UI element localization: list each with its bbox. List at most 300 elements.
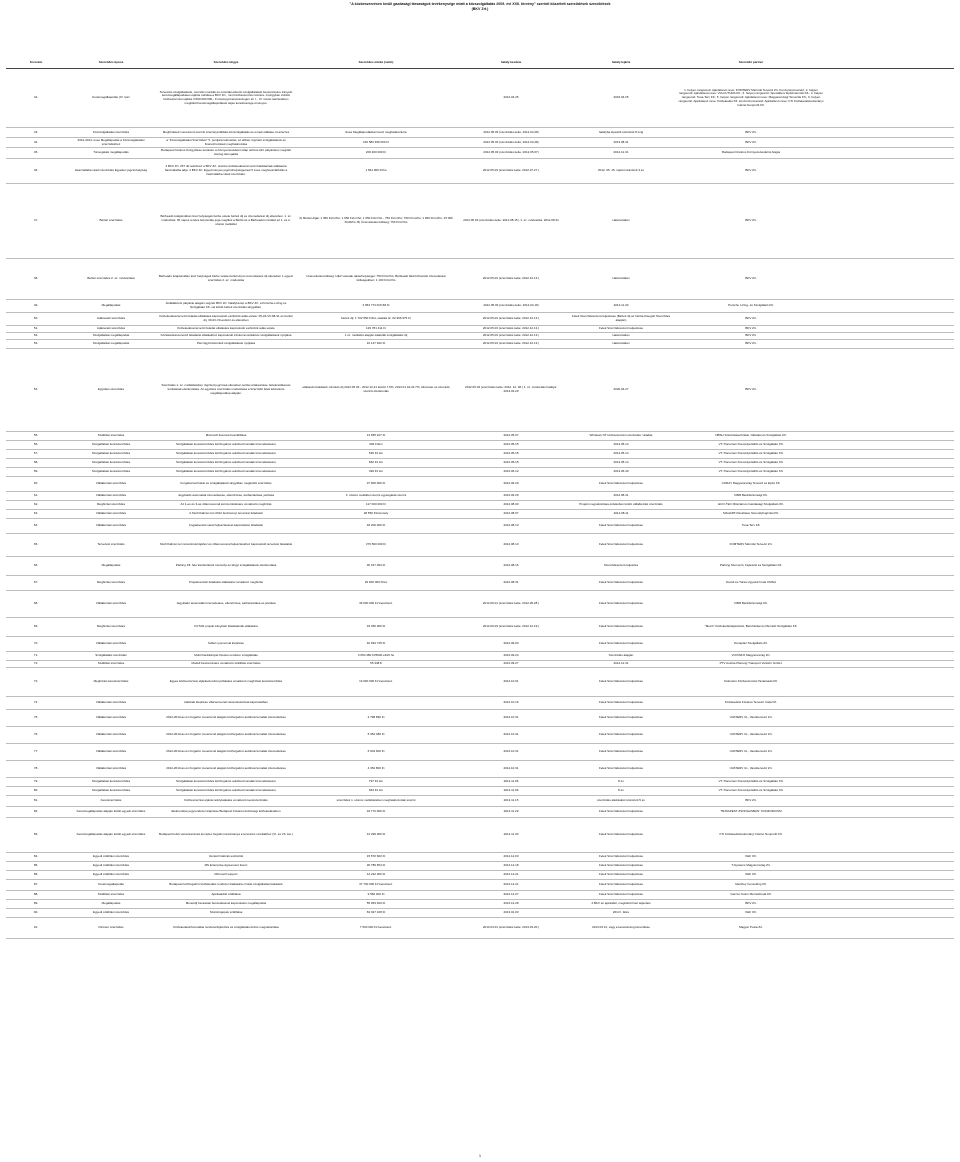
row-number: 68. <box>33 602 39 606</box>
row-start: 2012.08.13 <box>503 524 519 528</box>
row-end: Felek Szerződésszerű teljesítése <box>598 602 644 606</box>
table-row <box>6 744 954 761</box>
table-row <box>6 148 954 159</box>
row-value: 3. számú melléklet szerint egységárak szerint <box>345 494 407 498</box>
row-value: 5 354 480 Ft <box>367 733 385 737</box>
row-partner: BKV Zrt. <box>745 902 757 906</box>
row-type: Vállalkozási szerződés <box>95 494 127 498</box>
row-start: 2012.08.16 <box>503 564 519 568</box>
table-row <box>6 441 954 450</box>
row-end: Felek Szerződésszerű teljesítése <box>598 893 644 897</box>
row-value: 55 448 € <box>370 662 382 666</box>
col-type: Szerződés típusa <box>98 61 124 65</box>
row-value: 117 000 000 Ft <box>366 503 386 507</box>
row-type: Egyedi szállítási szerződés <box>92 911 130 915</box>
row-start: 2012.09.24 <box>503 654 519 658</box>
row-number: 74. <box>33 701 39 705</box>
row-end: 2014.05.14 <box>613 452 629 456</box>
row-number: 69. <box>33 625 39 629</box>
row-partner: KEF Kft. <box>745 873 757 877</box>
row-value: bérleti díj: 1 702 550 Ft/hó; eladási ár: 62 996 975 Ft <box>341 317 411 321</box>
row-subject: 2012-2013-as évi forgalmi menetrend alapján közforgalmú autóbuszvonalak üzemeltetése <box>166 733 286 737</box>
row-number: 57. <box>33 452 39 456</box>
row-start: 2012.10.31 <box>503 750 519 754</box>
row-start: 2012.05.03 (szerződés kelte: 2012. 12. 28.) 1. sz. módosítás hatálya: 2013.03.29 <box>465 386 557 393</box>
row-value: 7 500 000 Ft/ keretössz. <box>359 926 393 930</box>
table-row <box>6 727 954 744</box>
row-type: Szállítási szerződés <box>97 662 125 666</box>
row-subject: Hálózati kiépítése villamosvonal rekonstrukcióval kapcsolatban <box>184 701 268 705</box>
row-start: 2012.05.15 <box>503 452 519 456</box>
row-type: Megbízási szerződés <box>96 503 126 507</box>
row-subject: Forgalomtechnikai és szolgáltatások tárgyában megkötött szerződés <box>180 482 272 486</box>
table-header <box>6 58 954 69</box>
row-partner: BKV Zrt. <box>745 799 757 803</box>
table-row <box>6 349 954 432</box>
row-value: A) Bérleti díjak: 1 050 Ft/m²/hó; 1 650 Ft/m²/hó; 1 050 Ft/m²/hó - 750 Ft/m²/hó; 750 Ft/m²/hó; 1 650 Ft/m²/hó; 15 000 Ft/db/hó; B) Üzemeltetési költség; 750 Ft/m²/hó <box>299 217 453 224</box>
row-partner: Budapest Főváros Környezetvédelmi Alapja <box>721 151 781 155</box>
row-type: Vállalkozási szerződés <box>95 482 127 486</box>
row-end: szerződés aláírásától számított 5 év <box>597 799 645 803</box>
row-start: 2012.04.25 <box>503 96 519 100</box>
row-type: Vállalkozási szerződés <box>95 602 127 606</box>
row-subject: Parking Kft. felé kiszámlázott személyi és tárgyi szolgáltatások elszámolása <box>175 564 277 568</box>
row-type: Megállapodás <box>101 564 121 568</box>
row-type: Megállapodás <box>101 902 121 906</box>
row-number: 46. <box>33 169 39 173</box>
row-type: Keretmegállapodás (IV. rész <box>92 96 130 100</box>
row-partner: BKV Zrt. <box>745 327 757 331</box>
row-end: Felek Szerződésszerű teljesítése <box>598 642 644 646</box>
row-partner: BKV Zrt. <box>745 140 757 144</box>
row-end: 2012.12.31 <box>613 151 629 155</box>
table-row <box>6 818 954 853</box>
table-row <box>6 576 954 591</box>
row-type: Szolgáltatási szerződés <box>95 654 127 658</box>
row-partner: UVATERV Út-, Vasúttervező Zrt. <box>729 767 773 771</box>
row-number: 82. <box>33 810 39 814</box>
row-start: 2012.10.16 <box>503 701 519 705</box>
row-subject: Egyes közbeszerzési eljárások lebonyolítására vonatkozó megbízási keretszerződés <box>169 680 283 684</box>
row-value: ellátandó feladatok: kiinduló díj 2012.05.03 - 2012.12.31 között 7.5%; 2013.01.01-től 7%; kilométer és üzemidő szerinti elszámolás <box>302 386 450 393</box>
row-start: 2012.05.03 (szerződés kelte: 2012.04.28) <box>483 130 539 134</box>
row-partner: MAHART-PassNave Személyhajózási Kft. <box>723 512 779 516</box>
row-number: 91. <box>33 926 39 930</box>
row-value: 15 570 600 Ft <box>366 855 386 859</box>
row-type: Megbízási keretszerződés <box>93 680 129 684</box>
table-row <box>6 697 954 710</box>
row-type: Partneri szerződés <box>98 926 124 930</box>
row-start: 2012.05.03 (szerződés kelte: 2012.04.28) <box>483 140 539 144</box>
row-end: Felek Szerződésszerű teljesítése <box>598 716 644 720</box>
row-number: 79. <box>33 780 39 784</box>
row-end: 2012.12.31 <box>613 662 629 666</box>
row-subject: Közbeszerzési eljárás lefolytatására vonatkozó keretszerződés <box>184 799 268 803</box>
row-number: 62. <box>33 503 39 507</box>
row-type: Együttes szerződés <box>97 388 125 392</box>
table-row <box>6 557 954 576</box>
row-number: 55. <box>33 434 39 438</box>
row-end: 2013.06.30 <box>613 470 629 474</box>
row-end: Határozatlan <box>612 342 630 346</box>
row-subject: FUTÁR projekt irányítási feladatainak ellátására <box>194 625 258 629</box>
table-row <box>6 871 954 880</box>
row-subject: Számítógépek szállítása <box>209 911 243 915</box>
row-type: Szolgáltatási megállapodás <box>92 334 130 338</box>
row-start: 2012.11.06 <box>503 789 519 793</box>
row-value: 1 564 000 Ft/hó <box>365 169 387 173</box>
table-row <box>6 900 954 909</box>
row-value: 13 655 227 Ft <box>366 434 386 438</box>
row-partner: "BUDAPEST ZSONGÁSBAN" KONZORCIUM <box>720 810 782 814</box>
row-start: 2012.05.03 (szerződés kelte: 2012.12.13.) <box>482 334 540 338</box>
table-row <box>6 69 954 128</box>
row-number: 64. <box>33 524 39 528</box>
row-start: 2012.11.29 <box>503 810 519 814</box>
row-number: 76. <box>33 733 39 737</box>
row-number: 80. <box>33 789 39 793</box>
row-type: Vállalkozási szerződés <box>95 512 127 516</box>
row-partner: BKV Zrt. <box>745 342 757 346</box>
row-start: 2012.12.18 <box>503 864 519 868</box>
table-row <box>6 459 954 468</box>
row-value: szerződés 1. számú mellékletében meghatározottak szerint <box>336 799 416 803</box>
table-row <box>6 138 954 148</box>
col-end: hatály lejárta <box>611 61 631 65</box>
row-number: 75. <box>33 716 39 720</box>
table-row <box>6 891 954 900</box>
row-end: Felek Szerződésszerű teljesítése (Bérleti díj az Iránita Kisegítő Szerződés alapján) <box>571 315 671 322</box>
row-number: 66. <box>33 564 39 568</box>
row-start: 2013.01.03 <box>503 911 519 915</box>
row-end: Felek Szerződésszerű teljesítése <box>598 810 644 814</box>
row-start: 2012.05.03 (szerződés kelte: 2012.12.13.) <box>482 342 540 346</box>
row-partner: PTV Austria Planung Transport Verkehr GmbH. <box>719 662 783 666</box>
row-value: 63 927 108 Ft <box>366 911 386 915</box>
table-row <box>6 326 954 333</box>
row-value: 9 560 000 Ft <box>367 893 385 897</box>
row-value: 37 700 000 Ft/ keretössz. <box>359 883 393 887</box>
row-partner: BKV Zrt. <box>745 334 757 338</box>
row-subject: Mobil bankkártyás fizetési rendszer szolgáltatás <box>194 654 258 658</box>
row-value: 30 017 094 Ft <box>366 564 386 568</box>
row-partner: 1. helyen rangsorolt: Ajánlattevő neve: FŐMTERV Mérnöki Tervező Zrt. Konzorciumvezető; 2. helyen rangsorolt: Ajánlattevő neve: VIA-FUTURA Kft.; 3. helyen rangsorolt: Speciálterv Építőmérnöki Kft.; 4. helyen rangsorolt: Tusa-Terv Kft.; 5. helyen rangsorolt: Ajánlattevő neve: Magyarországi Tervezők Kft.; 6. helyen rangsorolt: Ajánlattevő neve: Közlekedés Kft. konzorciumvezető; Ajánlattevő neve: KTI Közlekedéstudományi Intézet Nonprofit Kft. <box>678 88 824 107</box>
row-start: 2012.05.03 (szerződés kelte: 2012.12.13.) <box>482 277 540 281</box>
table-row <box>6 510 954 519</box>
row-subject: Bérbeadó tulajdonában lévő helyiségek bérbe vétele bérleti díj és üzemeltetési díj ellenében 1 egyezi szerződés 2. sz. módosítás <box>158 275 294 282</box>
row-start: 2012.10.31 <box>503 767 519 771</box>
row-number: 59. <box>33 470 39 474</box>
row-end: 2012.08.31 <box>613 494 629 498</box>
row-partner: Dexsil és Társa Ügyvédi Iroda CMSH <box>726 581 776 585</box>
row-subject: Elektronikus jegyrendszer kiépítése Budapest Főváros közösségi közlekedésében <box>171 810 281 814</box>
row-value: 2 798 890 Ft <box>367 716 385 720</box>
row-subject: Modell beszerzésére vonatkozó szállítási szerződés <box>191 662 261 666</box>
row-start: 2012.09.27 <box>503 662 519 666</box>
row-start: 2012.05.15 <box>503 443 519 447</box>
row-type: Egyedi szállítási szerződés <box>92 864 130 868</box>
row-type: Közszolgáltatási szerződés <box>92 130 130 134</box>
row-value: 206 400 000 Ft <box>365 151 387 155</box>
row-type: Egyedi szállítási szerződés <box>92 855 130 859</box>
row-subject: 2012-2013-as évi forgalmi menetrend alapján közforgalmú autóbuszvonalak üzemeltetése <box>166 750 286 754</box>
row-end: Felek Szerződésszerű teljesítése <box>598 873 644 877</box>
row-number: 47. <box>33 219 39 223</box>
row-start: 2012.05.03 (szerződés kelte: 2012.04.19) <box>483 304 539 308</box>
row-partner: Parking Szervező, Fejlesztő és Szolgáltató Kft. <box>719 564 783 568</box>
row-type: Szolgáltatási keretszerződés <box>91 452 131 456</box>
row-value: 3 953 773 Ft/6,58 Ft <box>362 304 390 308</box>
row-start: 2012.05.03 (szerződés kelte: 2012.05.07) <box>483 151 539 155</box>
row-subject: Tervezési szolgáltatások, mérnöki munkák és műszaki-ellenőri szolgáltatások beszerzésére irányuló keretmegállapodásos eljárás indítása a BKV Zrt., mint közbeszerzési részére. A tárgyban indított közbeszerzési eljárás 3.500.000.000,- Ft összegű keretösszegen az I. - IV. részei tekintetében megkötött keretmegállapodások teljes keretösszege érvényes. <box>159 90 293 105</box>
row-type: Vállalkozási szerződés <box>95 642 127 646</box>
row-start: 2012.10.31 <box>503 733 519 737</box>
row-start: 2012.12.21 <box>503 873 519 877</box>
row-end: Határozatlan <box>612 334 630 338</box>
col-value: Szerződés értéke (nettó) <box>358 61 394 65</box>
row-end: 2012. 05. 15. naptól számított 3 év <box>597 169 645 173</box>
row-type: Keretmegállapodás <box>98 883 124 887</box>
contracts-table <box>6 58 954 939</box>
row-end: Szerződésszerű teljesítés <box>603 564 639 568</box>
row-number: 51. <box>33 327 39 331</box>
row-end: 2012.11.30 <box>613 304 629 308</box>
row-value: 663 Ft/ km <box>368 789 384 793</box>
row-subject: Pénzügyi/számviteli szolgáltatások nyújtása <box>196 342 256 346</box>
row-start: 2012.09.01 (szerződés kelte: 2012.09.28.) <box>482 602 540 606</box>
row-type: Megbízási szerződés <box>96 625 126 629</box>
row-value: 4 354 800 Ft <box>367 767 385 771</box>
row-start: 2012.11.06 <box>503 780 519 784</box>
row-end: Felek Szerződésszerű teljesítése <box>598 883 644 887</box>
row-value: 797 Ft/ km <box>368 780 384 784</box>
table-row <box>6 880 954 891</box>
row-subject: Bérbeadó tulajdonában lévő helyiségek bérbe vétele bérleti díj és üzemeltetési díj ellenében. 1. sz. módosítás: 30 napos rendes felmondás joga megilleti a Bérlőt és a Bérbeadót mindkét az 1. és 2. számú melléklet <box>160 215 292 226</box>
page-number: 1 <box>478 1153 482 1158</box>
table-row <box>6 862 954 871</box>
col-subject: Szerződés tárgya <box>213 61 239 65</box>
row-number: 73. <box>33 680 39 684</box>
row-partner: MenDoy Consulting Kft. <box>735 883 767 887</box>
table-row <box>6 534 954 557</box>
row-partner: DBM Bankbiztonsági Kft. <box>734 494 768 498</box>
table-row <box>6 492 954 501</box>
row-subject: Projektvezetői feladatok ellátására vonatkozó megbízás <box>188 581 264 585</box>
row-start: 2012.12.03 <box>503 855 519 859</box>
row-value: 539 Ft/ km <box>368 452 384 456</box>
row-type: Szolgáltatási keretszerződés <box>91 789 131 793</box>
row-end: Határozatlan <box>612 219 630 223</box>
row-value: 36 000 000 Ft/ keretössz. <box>359 602 393 606</box>
row-partner: Magyar Posta Zrt. <box>739 926 763 930</box>
row-end: Felek Szerződésszerű teljesítése <box>598 625 644 629</box>
row-type: Szolgáltatási keretszerződés <box>91 461 131 465</box>
row-end: Projekt megvalósítása érdekében kötött vállalkozási szerződés <box>579 503 663 507</box>
row-start: 2013.03.01 (szerződés kelte: 2013.03.20.) <box>482 926 540 930</box>
row-value: 6 604 600 Ft <box>367 750 385 754</box>
row-end: Felek Szerződésszerű teljesítése <box>598 767 644 771</box>
row-end: Szerződés alapján <box>608 654 634 658</box>
row-subject: Közlekedésinformatikai rendszerfejlesztés és szolgáltatás közös megvalósítása <box>173 926 279 930</box>
row-partner: VT-Transman Személyszállító és Szolgáltató Kft. <box>718 780 784 784</box>
row-end: Felek Szerződésszerű teljesítése <box>598 543 644 547</box>
row-subject: a "Közszolgáltatási Szerződés" 5. pontjára tekintettel, az abban rögzített szolgáltatások és finanszírozásuk meghatározása <box>166 138 286 146</box>
table-row <box>6 807 954 818</box>
table-row <box>6 796 954 807</box>
row-partner: KEF Kft. <box>745 911 757 915</box>
table-row <box>6 652 954 661</box>
row-partner: VT-Transman Személyszállító és Szolgáltató Kft. <box>718 470 784 474</box>
row-start: 2012.08.07 <box>503 512 519 516</box>
row-partner: Tusa-Terv Kft. <box>741 524 761 528</box>
row-type: Használatba vételi szerződés Egyetlen jogcímhelyiség <box>74 169 148 173</box>
row-start: 2012.08.31 <box>503 581 519 585</box>
row-subject: Vezetői hálózati eszközök <box>208 855 244 859</box>
row-type: Keretmegállapodás alapján kötött egyedi szerződés <box>76 833 146 837</box>
row-end: 2013.03.31, vagy a keretösszeg kimerülése <box>592 926 650 930</box>
col-partner: Szerződő partner <box>738 61 764 65</box>
row-value: 28 550 Ft/személy <box>363 512 389 516</box>
row-end: 4 BKV az ajánlattól, megkötött havi teljesítés <box>591 902 651 906</box>
row-number: 70. <box>33 642 39 646</box>
row-subject: Szolgáltatási keretszerződés közforgalmú autóbuszvonalak üzemeltetésére <box>175 780 277 784</box>
row-end: Windows NT közbeszerzési szerződés / átadás <box>589 434 653 438</box>
row-value: 18 200 000 Ft <box>366 524 386 528</box>
row-number: 87. <box>33 883 39 887</box>
row-start: 2012.08.13 <box>503 543 519 547</box>
row-end: Felek Szerződésszerű teljesítése <box>598 833 644 837</box>
table-row <box>6 450 954 459</box>
row-value: 14 399 000 Ft <box>366 833 386 837</box>
row-number: 44. <box>33 140 39 144</box>
row-subject: 4 BKV Zrt. 257 db autóbusz a BKV Zrt. részére közlekedésszervező feladatainak ellátására használatba adja. 4 BKV Zrt. Egyezményes jogcímhelyiségeinek 5 éves meghosszabbítás a használatba vételi szerződés. <box>164 165 288 176</box>
row-number: 67. <box>33 581 39 585</box>
table-row <box>6 259 954 300</box>
row-partner: UVATERV Út-, Vasúttervező Zrt. <box>729 716 773 720</box>
row-subject: Az 1-es és 3-as villamosvonal korszerűsítésére vonatkozó megbízás <box>180 503 272 507</box>
row-subject: Kábel nyomvonal kiépítése <box>208 642 244 646</box>
row-subject: Közlekedésszervező feladatok ellátásához kapcsolódó infokommunikációs szolgáltatások nyújtása <box>160 334 292 338</box>
row-number: 53. <box>33 342 39 346</box>
row-end: Felek Szerződésszerű teljesítése <box>598 581 644 585</box>
row-number: 88. <box>33 893 39 897</box>
row-subject: Microsoft licencek beszállítása <box>205 434 247 438</box>
row-value: 34 772 000 Ft <box>366 810 386 814</box>
row-value: 12 222 000 Ft <box>366 873 386 877</box>
row-partner: BKV Zrt. <box>745 388 757 392</box>
row-number: 65. <box>33 543 39 547</box>
row-start: 2012.05.03 (szerződés kelte: 2012.12.13.) <box>482 317 540 321</box>
row-number: 84. <box>33 855 39 859</box>
table-row <box>6 313 954 326</box>
row-partner: BKV Zrt. <box>745 169 757 173</box>
row-partner: "Metró" Közlekedésfejlesztési, Beruházási és Mérnöki Szolgáltató Kft. <box>704 625 798 629</box>
table-row <box>6 909 954 918</box>
row-value: 36 789 654 Ft <box>366 864 386 868</box>
row-end: 2014.05.14 <box>613 443 629 447</box>
row-end: Felek Szerződésszerű teljesítése <box>598 733 644 737</box>
row-subject: 2012-2013-as évi forgalmi menetrend alapján közforgalmú autóbuszvonalak üzemeltetése <box>166 767 286 771</box>
row-value: 160 583 396 000 Ft <box>362 140 390 144</box>
row-subject: Szolgáltatási keretszerződés közforgalmú autóbuszvonalak üzemeltetésére <box>175 789 277 793</box>
row-start: 2012.08.03 <box>503 503 519 507</box>
row-partner: Garzon Kulon Mérnökiroda Kft. <box>730 893 772 897</box>
row-value: 129 781 411 Ft <box>366 327 386 331</box>
row-subject: Közlekedésszervezői feladat ellátására kapcsolódó eszközök adás-vétele <box>177 327 275 331</box>
row-subject: MS Enterprise Agreement licenc <box>204 864 248 868</box>
row-start: 2012.05.03 (szerződés kelte: 2012.08.15.) 1. sz. módosítás: 2012.08.31 <box>463 219 559 223</box>
row-type: Keretszerződés <box>100 799 122 803</box>
row-value: Üzemeltetési költség: HÉV vasutak rakterhelyiségei: 750 Ft/m²/hó; Bérbeadó által biztosított üzemeltetési költségekben: 1 100 Ft/m²/hó <box>306 275 446 282</box>
row-type: 2012-2013. éves Megállapodás a Közszolgáltatási szerződéshez <box>77 138 145 146</box>
row-number: 43. <box>33 130 39 134</box>
row-value: 33 450 000 Ft <box>366 625 386 629</box>
row-type: Adásvételi szerződés <box>96 317 126 321</box>
row-subject: Közlekedésszervezői feladat ellátására kapcsolódó eszközök adás-vétele: 05-03-VII-08-31 és bérleti díj, 39-03-VII-eszköz és ellenében <box>159 315 293 322</box>
row-number: 60. <box>33 482 39 486</box>
row-type: Tervezési szerződés <box>97 543 125 547</box>
row-start: 2012.12.28 <box>503 902 519 906</box>
row-type: Megbízási szerződés <box>96 581 126 585</box>
row-subject: Szolgáltatási keretszerződés közforgalmú autóbuszvonalak üzemeltetésére <box>175 470 277 474</box>
row-start: 2012.12.27 <box>503 893 519 897</box>
row-subject: Jegykiadó automaták üzemeltetése, ellenőrzése, karbantartása, javítása <box>177 494 275 498</box>
row-value: 40 994 745 Ft <box>366 642 386 646</box>
table-row <box>6 477 954 492</box>
table-row <box>6 591 954 618</box>
row-end: Felek Szerződésszerű teljesítése <box>598 701 644 705</box>
row-end: Felek Szerződésszerű teljesítése <box>598 482 644 486</box>
row-start: 2012.10.01 <box>503 680 519 684</box>
row-end: 2013.08.31 <box>613 140 629 144</box>
row-end: Felek Szerződésszerű teljesítése <box>598 524 644 528</box>
row-end: 2014.05.14 <box>613 461 629 465</box>
table-row <box>6 300 954 313</box>
row-type: Megállapodás <box>101 304 121 308</box>
row-partner: T-Systems Magyarország Zrt. <box>731 864 771 868</box>
row-subject: Alvállalkozói pályázat alapján végzett BKV Zrt. hatályba lép a BKV Zrt. a Porsche-Lízing és Szolgáltató Kft.-vel kötött bérleti szerződés tárgyában. <box>165 302 287 309</box>
row-partner: Porsche Lízing- és Szolgáltató Kft. <box>728 304 774 308</box>
row-type: Vállalkozási szerződés <box>95 701 127 705</box>
row-number: 52. <box>33 334 39 338</box>
row-end: Felek Szerződésszerű teljesítése <box>598 855 644 859</box>
row-type: Szállítási szerződés <box>97 434 125 438</box>
row-partner: UVATERV Út-, Vasúttervező Zrt. <box>729 750 773 754</box>
row-type: Bérleti szerződés 2. sz. módosítása <box>87 277 135 281</box>
row-number: 61. <box>33 494 39 498</box>
table-row <box>6 333 954 340</box>
document-header <box>0 2 960 11</box>
row-partner: BKV Zrt. <box>745 317 757 321</box>
row-start: 2012.05.07 <box>503 434 519 438</box>
row-end: Felek Szerződésszerű teljesítése <box>598 750 644 754</box>
row-type: Adásvételi szerződés <box>96 327 126 331</box>
row-partner: VT-Transman Személyszállító és Szolgáltató Kft. <box>718 443 784 447</box>
table-row <box>6 787 954 796</box>
row-type: Vállalkozási szerződés <box>95 524 127 528</box>
row-end: 2020.04.27 <box>613 388 629 392</box>
row-partner: DBM Bankbiztonsági Kft. <box>734 602 768 606</box>
row-end: Határozatlan <box>612 277 630 281</box>
row-partner: NBSH Számítástechnikai, Oktatási és Szolgáltató Kft. <box>715 434 787 438</box>
row-number: 54. <box>33 388 39 392</box>
row-number: 72. <box>33 662 39 666</box>
row-partner: Dunaplaz Szolgáltató Zrt. <box>734 642 768 646</box>
row-type: Vállalkozási szerződés <box>95 733 127 737</box>
row-subject: Fogaskerekű vasút fejlesztésével kapcsolatos feladatok <box>189 524 263 528</box>
row-number: 85. <box>33 864 39 868</box>
row-value: 55 953 460 Ft <box>366 902 386 906</box>
